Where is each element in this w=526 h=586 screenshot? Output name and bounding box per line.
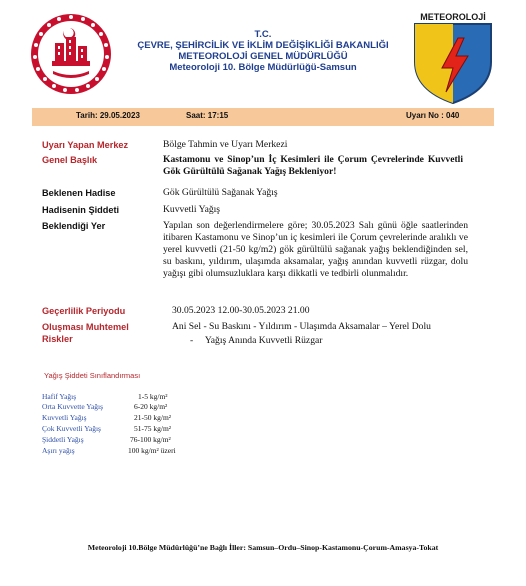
meteoroloji-shield-icon (412, 10, 494, 105)
validity-value: 30.05.2023 12.00-30.05.2023 21.00 (172, 305, 310, 316)
classification-title: Yağış Şiddeti Sınıflandırması (44, 371, 141, 380)
classification-value: 21-50 kg/m² (134, 413, 172, 422)
title-value: Kastamonu ve Sinop’un İç Kesimleri ile Çorum Çevrelerinde Kuvvetli Gök Gürültülü Sağanak Yağış Bekleniyor! (163, 154, 463, 177)
risks-label-line2: Riskler (42, 334, 73, 344)
logo-label: METEOROLOJİ (420, 12, 486, 22)
header-directorate: METEOROLOJİ GENEL MÜDÜRLÜĞÜ (178, 51, 348, 62)
classification-name: Kuvvetli Yağış (42, 413, 87, 422)
ministry-seal-icon (30, 13, 112, 95)
classification-name: Orta Kuvvette Yağış (42, 402, 104, 411)
risks-value-line2: - Yağış Anında Kuvvetli Rüzgar (190, 335, 323, 346)
classification-name: Hafif Yağış (42, 392, 77, 401)
severity-value: Kuvvetli Yağış (163, 204, 221, 215)
info-bar (32, 108, 494, 126)
classification-value: 76-100 kg/m² (130, 435, 171, 444)
center-value: Bölge Tahmin ve Uyarı Merkezi (163, 139, 288, 150)
classification-name: Çok Kuvvetli Yağış (42, 424, 101, 433)
classification-name: Şiddetli Yağış (42, 435, 84, 444)
footer-provinces: Meteoroloji 10.Bölge Müdürlüğü’ne Bağlı İller: Samsun–Ordu–Sinop-Kastamonu-Çorum-Amasya-Tokat (87, 543, 439, 552)
event-value: Gök Gürültülü Sağanak Yağış (163, 187, 278, 198)
validity-label: Geçerlilik Periyodu (42, 306, 126, 316)
risks-label-line1: Oluşması Muhtemel (42, 322, 129, 332)
place-value: Yapılan son değerlendirmelere göre; 30.05.2023 Salı günü öğle saatlerinden itibaren Kastamonu ve Sinop’un iç kesimleri ile Çorum çevrelerinde aralıklı ve yerel kuvvetli (21-50 kg/m2) gök gürültülü sağanak yağış beklendiğinden sel, su baskını, yıldırım, ulaşımda aksamalar, yağış anından kuvvetli rüzgar, dolu yağışı gibi olumsuzluklara karşı dikkatli ve tedbirli olunmalıdır. (163, 220, 468, 279)
header-ministry: ÇEVRE, ŞEHİRCİLİK VE İKLİM DEĞİŞİKLİĞİ BAKANLIĞI (137, 40, 389, 51)
header-tc: T.C. (254, 29, 272, 40)
title-label: Genel Başlık (42, 155, 98, 165)
severity-label: Hadisenin Şiddeti (42, 205, 120, 215)
meteoroloji-logo (412, 10, 494, 105)
risks-value-line1: Ani Sel - Su Baskını - Yıldırım - Ulaşımda Aksamalar – Yerel Dolu (172, 321, 431, 332)
classification-name: Aşırı yağış (42, 446, 75, 455)
classification-value: 6-20 kg/m² (134, 402, 168, 411)
classification-value: 51-75 kg/m² (134, 424, 172, 433)
header-region: Meteoroloji 10. Bölge Müdürlüğü-Samsun (169, 62, 357, 73)
event-label: Beklenen Hadise (42, 188, 116, 198)
issue-time: Saat: 17:15 (186, 111, 229, 120)
issue-date: Tarih: 29.05.2023 (76, 111, 140, 120)
classification-value: 100 kg/m² üzeri (128, 446, 176, 455)
center-label: Uyarı Yapan Merkez (42, 140, 129, 150)
warning-number: Uyarı No : 040 (406, 111, 460, 120)
classification-value: 1-5 kg/m² (138, 392, 168, 401)
place-label: Beklendiği Yer (42, 221, 106, 231)
